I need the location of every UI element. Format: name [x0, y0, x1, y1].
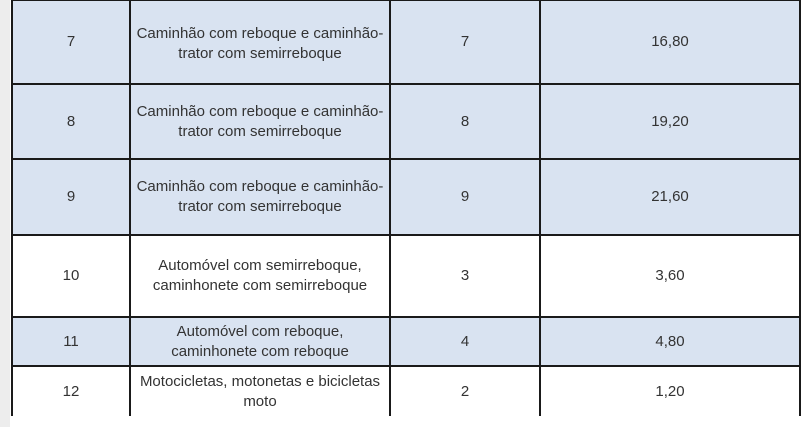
row-value: 21,60	[540, 159, 800, 235]
row-value: 19,20	[540, 84, 800, 159]
row-description: Caminhão com reboque e caminhão-trator com semirreboque	[130, 159, 390, 235]
row-code: 12	[12, 366, 130, 418]
row-axles: 3	[390, 235, 540, 317]
row-axles: 2	[390, 366, 540, 418]
row-code: 9	[12, 159, 130, 235]
vehicle-table	[11, 0, 801, 419]
row-description: Automóvel com semirreboque, caminhonete com semirreboque	[130, 235, 390, 317]
table-row	[12, 235, 800, 317]
row-value: 3,60	[540, 235, 800, 317]
row-axles: 4	[390, 317, 540, 366]
row-value: 16,80	[540, 0, 800, 84]
row-value: 1,20	[540, 366, 800, 418]
row-code: 7	[12, 0, 130, 84]
table-row	[12, 0, 800, 84]
row-code: 8	[12, 84, 130, 159]
row-value: 4,80	[540, 317, 800, 366]
row-description: Caminhão com reboque e caminhão-trator com semirreboque	[130, 84, 390, 159]
page-left-margin	[0, 0, 10, 427]
row-code: 11	[12, 317, 130, 366]
table-row	[12, 366, 800, 418]
row-axles: 9	[390, 159, 540, 235]
table-row	[12, 317, 800, 366]
row-description: Automóvel com reboque, caminhonete com reboque	[130, 317, 390, 366]
row-axles: 8	[390, 84, 540, 159]
row-code: 10	[12, 235, 130, 317]
table-row	[12, 159, 800, 235]
row-description: Caminhão com reboque e caminhão-trator com semirreboque	[130, 0, 390, 84]
table-row	[12, 84, 800, 159]
page-bottom-margin	[10, 416, 807, 427]
row-description: Motocicletas, motonetas e bicicletas moto	[130, 366, 390, 418]
row-axles: 7	[390, 0, 540, 84]
